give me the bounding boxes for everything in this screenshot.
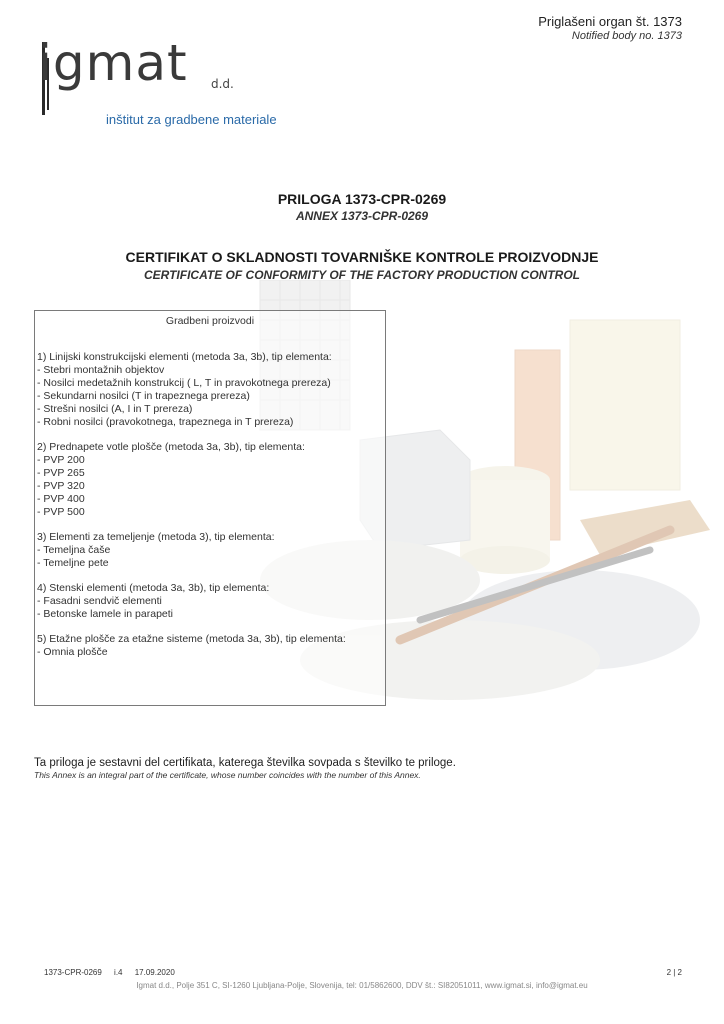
product-group-title: 3) Elementi za temeljenje (metoda 3), tip elementa: (37, 531, 275, 543)
product-group (37, 531, 381, 570)
product-group-title: 4) Stenski elementi (metoda 3a, 3b), tip elementa: (37, 582, 270, 594)
annex-note (34, 757, 694, 780)
notified-body (538, 14, 682, 42)
product-group-title: 2) Prednapete votle plošče (metoda 3a, 3b), tip elementa: (37, 441, 305, 453)
product-group (37, 441, 381, 519)
product-group-title: 5) Etažne plošče za etažne sisteme (metoda 3a, 3b), tip elementa: (37, 633, 346, 645)
product-item: - Strešni nosilci (A, I in T prereza) (37, 403, 193, 415)
footer-address: Igmat d.d., Polje 351 C, SI-1260 Ljubljana-Polje, Slovenija, tel: 01/5862600, DDV št.: SI82051011, www.igmat.si, info@igmat.eu (136, 981, 588, 990)
product-group (37, 633, 381, 659)
notified-body-sl: Priglašeni organ št. 1373 (538, 14, 682, 29)
annex-title: PRILOGA 1373-CPR-0269 (277, 191, 447, 207)
logo-wordmark: igmat (38, 34, 188, 92)
product-item: - Nosilci medetažnih konstrukcij ( L, T in pravokotnega prereza) (37, 377, 331, 389)
footer-doc-info (44, 968, 185, 977)
annex-note-en: This Annex is an integral part of the certificate, whose number coincides with the number of this Annex. (34, 770, 421, 780)
product-item: - Betonske lamele in parapeti (37, 608, 173, 620)
notified-body-en: Notified body no. 1373 (571, 30, 682, 42)
product-item: - Omnia plošče (37, 646, 108, 658)
product-item: - PVP 400 (37, 493, 85, 505)
product-item: - Robni nosilci (pravokotnega, trapeznega in T prereza) (37, 416, 294, 428)
annex-title-en: ANNEX 1373-CPR-0269 (295, 209, 429, 223)
product-group (37, 351, 381, 429)
products-box (34, 310, 386, 706)
products-list (37, 351, 381, 671)
footer-issue: i.4 (114, 968, 123, 977)
igmat-logo (38, 30, 358, 140)
footer-date: 17.09.2020 (134, 968, 175, 977)
logo-suffix: d.d. (211, 77, 234, 91)
product-item: - Temeljne pete (37, 557, 109, 569)
certificate-title: CERTIFIKAT O SKLADNOSTI TOVARNIŠKE KONTROLE PROIZVODNJE (125, 249, 599, 265)
footer-page-number: 2 | 2 (666, 968, 682, 977)
product-item: - Sekundarni nosilci (T in trapeznega prereza) (37, 390, 250, 402)
product-item: - Temeljna čaše (37, 544, 111, 556)
product-item: - Fasadni sendvič elementi (37, 595, 162, 607)
product-item: - PVP 320 (37, 480, 85, 492)
product-group-title: 1) Linijski konstrukcijski elementi (metoda 3a, 3b), tip elementa: (37, 351, 332, 363)
product-item: - PVP 265 (37, 467, 85, 479)
product-group (37, 582, 381, 621)
product-item: - PVP 200 (37, 454, 85, 466)
product-item: - Stebri montažnih objektov (37, 364, 165, 376)
footer-doc-id: 1373-CPR-0269 (44, 968, 102, 977)
certificate-title-en: CERTIFICATE OF CONFORMITY OF THE FACTORY PRODUCTION CONTROL (143, 268, 580, 282)
annex-note-sl: Ta priloga je sestavni del certifikata, katerega številka sovpada s številko te priloge. (34, 757, 456, 769)
logo-tagline: inštitut za gradbene materiale (106, 112, 277, 127)
products-heading: Gradbeni proizvodi (165, 315, 255, 327)
product-item: - PVP 500 (37, 506, 85, 518)
